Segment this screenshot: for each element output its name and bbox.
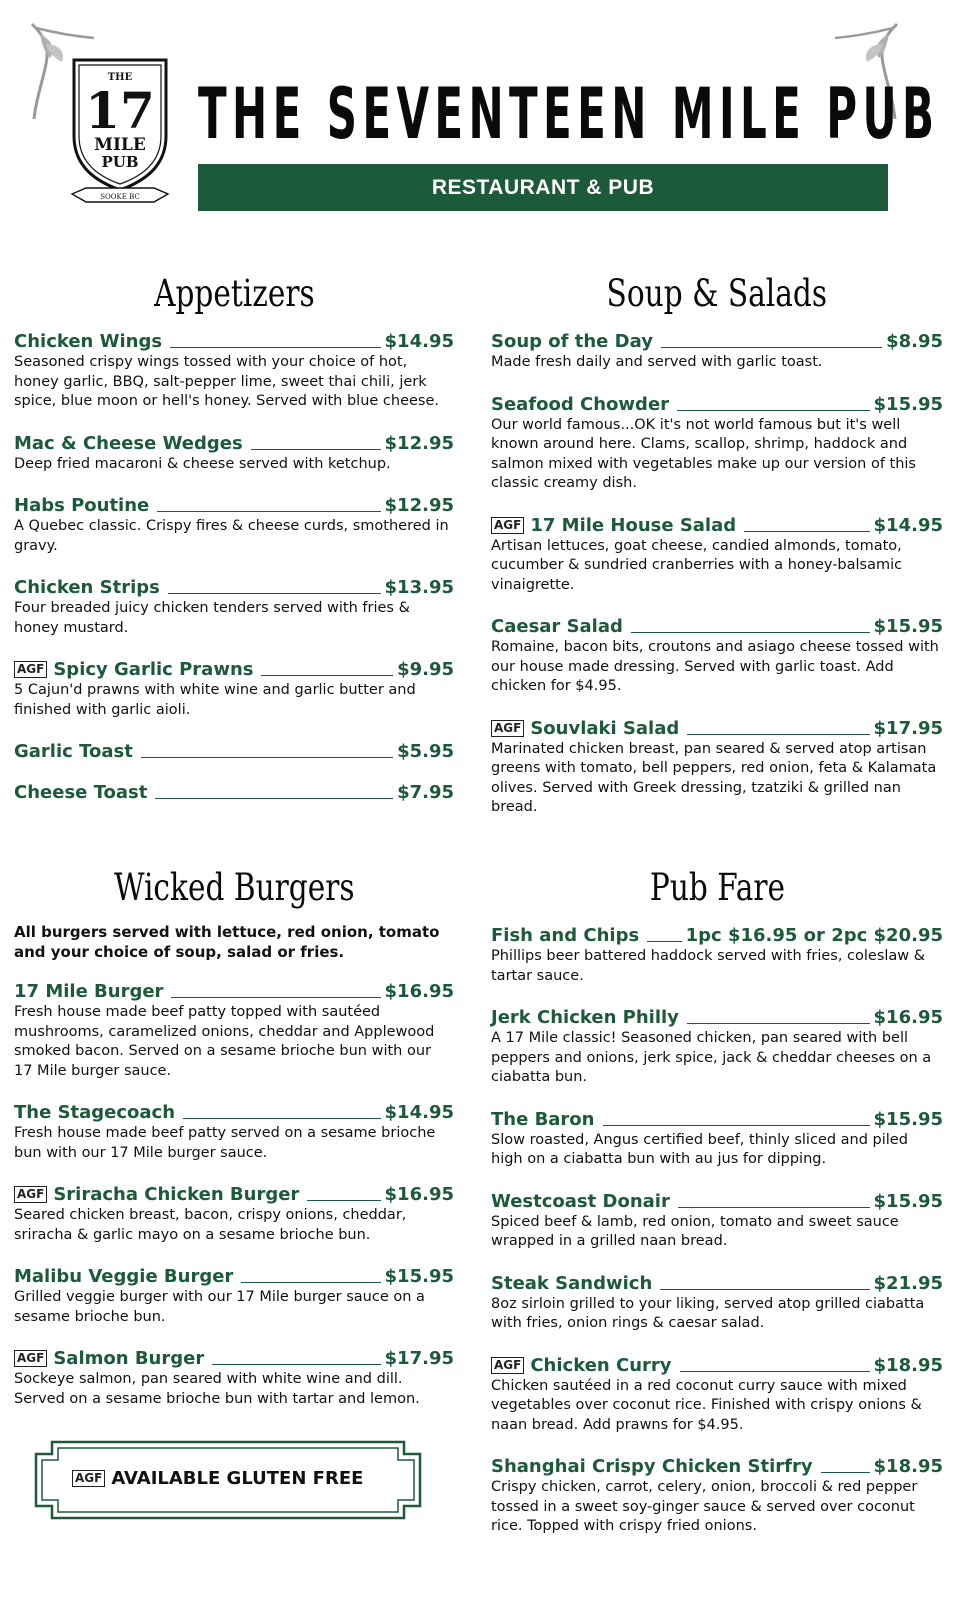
menu-item-price: $18.95 [873,1456,943,1477]
menu-item [14,1265,454,1327]
section-title: Pub Fare [649,866,785,909]
menu-item [491,1455,943,1537]
menu-item-price: $13.95 [384,577,454,598]
menu-item-description: A 17 Mile classic! Seasoned chicken, pan seared with bell peppers and onions, jerk spice, jack & cheddar cheeses on a ciabatta bun. [491,1030,932,1085]
menu-item-price: $15.95 [384,1266,454,1287]
menu-item-header [491,924,943,947]
menu-item-price: $14.95 [873,514,943,536]
price-leader-line [687,734,869,735]
menu-item [491,924,943,986]
menu-item [14,576,454,638]
menu-item [14,1183,454,1245]
menu-item-header [14,781,454,804]
menu-item-price: 1pc $16.95 or 2pc $20.95 [685,925,943,946]
menu-item [491,1190,943,1252]
menu-item-description: Marinated chicken breast, pan seared & served atop artisan greens with tomato, bell peppers, red onion, feta & Kalamata olives. Served with Greek dressing, tzatziki & grilled nan bread. [491,740,937,815]
section-title: Soup & Salads [606,272,828,315]
menu-item-header [14,330,454,353]
logo-line1: THE [107,72,133,83]
price-leader-line [661,347,882,348]
price-leader-line [744,531,869,532]
menu-item-price: $17.95 [384,1348,454,1369]
appetizers-section [14,268,454,822]
menu-item-description: Chicken sautéed in a red coconut curry sauce with mixed vegetables over coconut rice. Finished with crispy onions & naan bread. Add prawns for $4.95. [491,1377,922,1433]
price-leader-line [212,1364,380,1365]
menu-item-header [14,1101,454,1124]
menu-item-description: 5 Cajun'd prawns with white wine and garlic butter and finished with garlic aioli. [14,682,416,718]
menu-item-description: Fresh house made beef patty served on a sesame brioche bun with our 17 Mile burger sauce. [14,1125,436,1161]
menu-item-description: 8oz sirloin grilled to your liking, served atop grilled ciabatta with fries, onion rings & caesar salad. [491,1295,925,1331]
logo-line3: MILE [94,135,146,155]
menu-item-name: Steak Sandwich [491,1272,653,1294]
menu-item-name: Chicken Wings [14,331,163,352]
menu-item-price: $8.95 [886,331,943,352]
menu-item-name: AGF 17 Mile House Salad [491,514,736,537]
price-leader-line [687,1023,870,1024]
logo-line4: PUB [101,153,139,171]
menu-item-price: $5.95 [397,741,454,762]
menu-item-name: AGF Souvlaki Salad [491,717,679,740]
menu-item-description: Artisan lettuces, goat cheese, candied almonds, tomato, cucumber & sundried cranberries with a honey-balsamic vinaigrette. [491,537,903,593]
price-leader-line [251,449,381,450]
gluten-free-label: AGF AVAILABLE GLUTEN FREE [72,1465,363,1493]
menu-item-price: $12.95 [384,495,454,516]
menu-item-description: Seasoned crispy wings tossed with your choice of hot, honey garlic, BBQ, salt-pepper lime, sweet thai chili, jerk spice, blue moon or hell's honey. Served with blue cheese. [14,354,439,409]
menu-item-price: $14.95 [384,331,454,352]
agf-tag: AGF [491,720,524,737]
menu-item-header [14,740,454,763]
menu-item-price: $16.95 [384,981,454,1002]
menu-item-name: AGF Spicy Garlic Prawns [14,658,253,681]
menu-item-price: $16.95 [873,1007,943,1028]
price-leader-line [171,997,380,998]
agf-tag: AGF [491,1357,524,1374]
menu-item-header [491,1006,943,1029]
menu-item-name: Caesar Salad [491,616,623,637]
section-title: Wicked Burgers [113,866,355,909]
menu-item-header [14,432,454,455]
menu-item-name: AGF Salmon Burger [14,1347,204,1370]
menu-item-description: Spiced beef & lamb, red onion, tomato and sweet sauce wrapped in a grilled naan bread. [491,1213,899,1249]
menu-item [491,330,943,373]
menu-item-header [491,1455,943,1478]
menu-item-description: Crispy chicken, carrot, celery, onion, broccoli & red pepper tossed in a sweet soy-ginger sauce & served over coconut rice. Topped with crispy fried onions. [491,1479,918,1534]
logo-line2: 17 [85,81,155,140]
menu-item [491,717,943,818]
subtitle-banner: RESTAURANT & PUB [198,164,888,211]
menu-item-header [14,1183,454,1206]
price-leader-line [680,1371,870,1372]
menu-item-price: $15.95 [873,616,943,637]
menu-item-name: AGF Sriracha Chicken Burger [14,1183,299,1206]
menu-item-description: Phillips beer battered haddock served with fries, coleslaw & tartar sauce. [491,948,926,984]
menu-item-description: Made fresh daily and served with garlic toast. [491,354,823,370]
menu-item-header [14,980,454,1003]
menu-item-name: AGF Chicken Curry [491,1354,672,1377]
menu-item-header [491,1354,943,1377]
menu-item-name: Seafood Chowder [491,393,670,415]
price-leader-line [660,1289,869,1290]
menu-item-name: Fish and Chips [491,925,640,946]
menu-item-description: Seared chicken breast, bacon, crispy onions, cheddar, sriracha & garlic mayo on a sesame brioche bun. [14,1207,407,1243]
soups-section [491,268,943,838]
menu-item-description: Slow roasted, Angus certified beef, thinly sliced and piled high on a ciabatta bun with au jus for dipping. [491,1131,908,1167]
menu-item-name: The Stagecoach [14,1102,176,1123]
price-leader-line [647,941,681,942]
menu-item-header [491,1108,943,1131]
price-leader-line [821,1472,870,1473]
menu-item-description: Fresh house made beef patty topped with sautéed mushrooms, caramelized onions, cheddar and Applewood smoked bacon. Served on a sesame brioche bun with our 17 Mile burger sauce. [14,1004,435,1079]
menu-item-name: Jerk Chicken Philly [491,1007,679,1028]
agf-tag: AGF [491,517,524,534]
menu-item-description: Deep fried macaroni & cheese served with ketchup. [14,455,391,472]
menu-item-header [14,576,454,599]
logo-ribbon: SOOKE BC [100,193,140,201]
agf-tag: AGF [72,1470,105,1487]
menu-item-name: Cheese Toast [14,782,148,803]
price-leader-line [168,593,381,594]
price-leader-line [307,1200,380,1201]
menu-item [14,740,454,763]
menu-item [14,781,454,804]
price-leader-line [603,1125,870,1126]
menu-item-description: Romaine, bacon bits, croutons and asiago cheese tossed with our house made dressing. Served with garlic toast. Add chicken for $4.95. [491,639,939,694]
price-leader-line [141,757,393,758]
menu-item-header [491,615,943,638]
price-leader-line [261,675,393,676]
menu-item-name: Garlic Toast [14,741,133,762]
agf-tag: AGF [14,1350,47,1367]
section-title: Appetizers [153,272,315,315]
menu-item-price: $15.95 [873,393,943,415]
menu-item-price: $7.95 [397,782,454,803]
price-leader-line [241,1282,380,1283]
menu-item-name: 17 Mile Burger [14,981,164,1002]
menu-item [491,1108,943,1170]
burgers-intro: All burgers served with lettuce, red onion, tomato and your choice of soup, salad or fries. [14,923,440,961]
menu-item [14,980,454,1081]
menu-item-name: Malibu Veggie Burger [14,1266,234,1287]
menu-item-description: Four breaded juicy chicken tenders served with fries & honey mustard. [14,600,410,636]
price-leader-line [631,632,870,633]
pubfare-section [491,862,943,1557]
agf-tag: AGF [14,661,47,678]
menu-item-header [14,1265,454,1288]
menu-item-header [491,1190,943,1213]
price-leader-line [677,410,870,411]
burgers-section [14,862,454,1429]
price-leader-line [157,511,380,512]
menu-item-description: Grilled veggie burger with our 17 Mile burger sauce on a sesame brioche bun. [14,1289,425,1325]
menu-item-header [14,658,454,681]
menu-item [491,615,943,697]
menu-item-name: Westcoast Donair [491,1190,670,1212]
menu-item-price: $21.95 [873,1272,943,1294]
menu-item-description: Sockeye salmon, pan seared with white wine and dill. Served on a sesame brioche bun with tartar and lemon. [14,1371,420,1407]
price-leader-line [183,1118,380,1119]
menu-item-name: The Baron [491,1108,595,1130]
menu-item-price: $18.95 [873,1354,943,1376]
menu-item-header [491,393,943,416]
menu-item [491,1272,943,1334]
menu-item [14,432,454,475]
menu-item-name: Chicken Strips [14,577,160,598]
menu-item [14,658,454,720]
page-title: THE SEVENTEEN MILE PUB [198,73,940,155]
menu-item [491,1354,943,1436]
menu-item-price: $16.95 [384,1184,454,1205]
menu-item [14,1101,454,1163]
menu-item-header [491,514,943,537]
menu-item-header [491,717,943,740]
menu-item-description: A Quebec classic. Crispy fires & cheese curds, smothered in gravy. [14,518,449,554]
agf-tag: AGF [14,1186,47,1203]
menu-item-price: $15.95 [873,1108,943,1130]
menu-item-price: $15.95 [873,1190,943,1212]
menu-item-price: $14.95 [384,1102,454,1123]
menu-item-name: Mac & Cheese Wedges [14,432,243,454]
menu-item [14,1347,454,1409]
menu-item [14,330,454,412]
pub-logo [64,56,176,214]
menu-item-description: Our world famous...OK it's not world famous but it's well known around here. Clams, scallop, shrimp, haddock and salmon mixed with vegetables make up our version of this classic creamy dish. [491,416,916,491]
menu-item [14,494,454,556]
menu-item-name: Shanghai Crispy Chicken Stirfry [491,1456,813,1477]
menu-item [491,393,943,494]
menu-item-price: $12.95 [384,432,454,454]
menu-item-price: $17.95 [873,717,943,739]
price-leader-line [678,1207,870,1208]
menu-item [491,514,943,596]
menu-item-name: Soup of the Day [491,331,653,352]
menu-item-header [491,330,943,353]
price-leader-line [155,798,393,799]
menu-item-header [14,1347,454,1370]
menu-item-price: $9.95 [397,659,454,680]
price-leader-line [170,347,380,348]
menu-item-name: Habs Poutine [14,495,150,516]
menu-item-header [491,1272,943,1295]
menu-item [491,1006,943,1088]
menu-item-header [14,494,454,517]
